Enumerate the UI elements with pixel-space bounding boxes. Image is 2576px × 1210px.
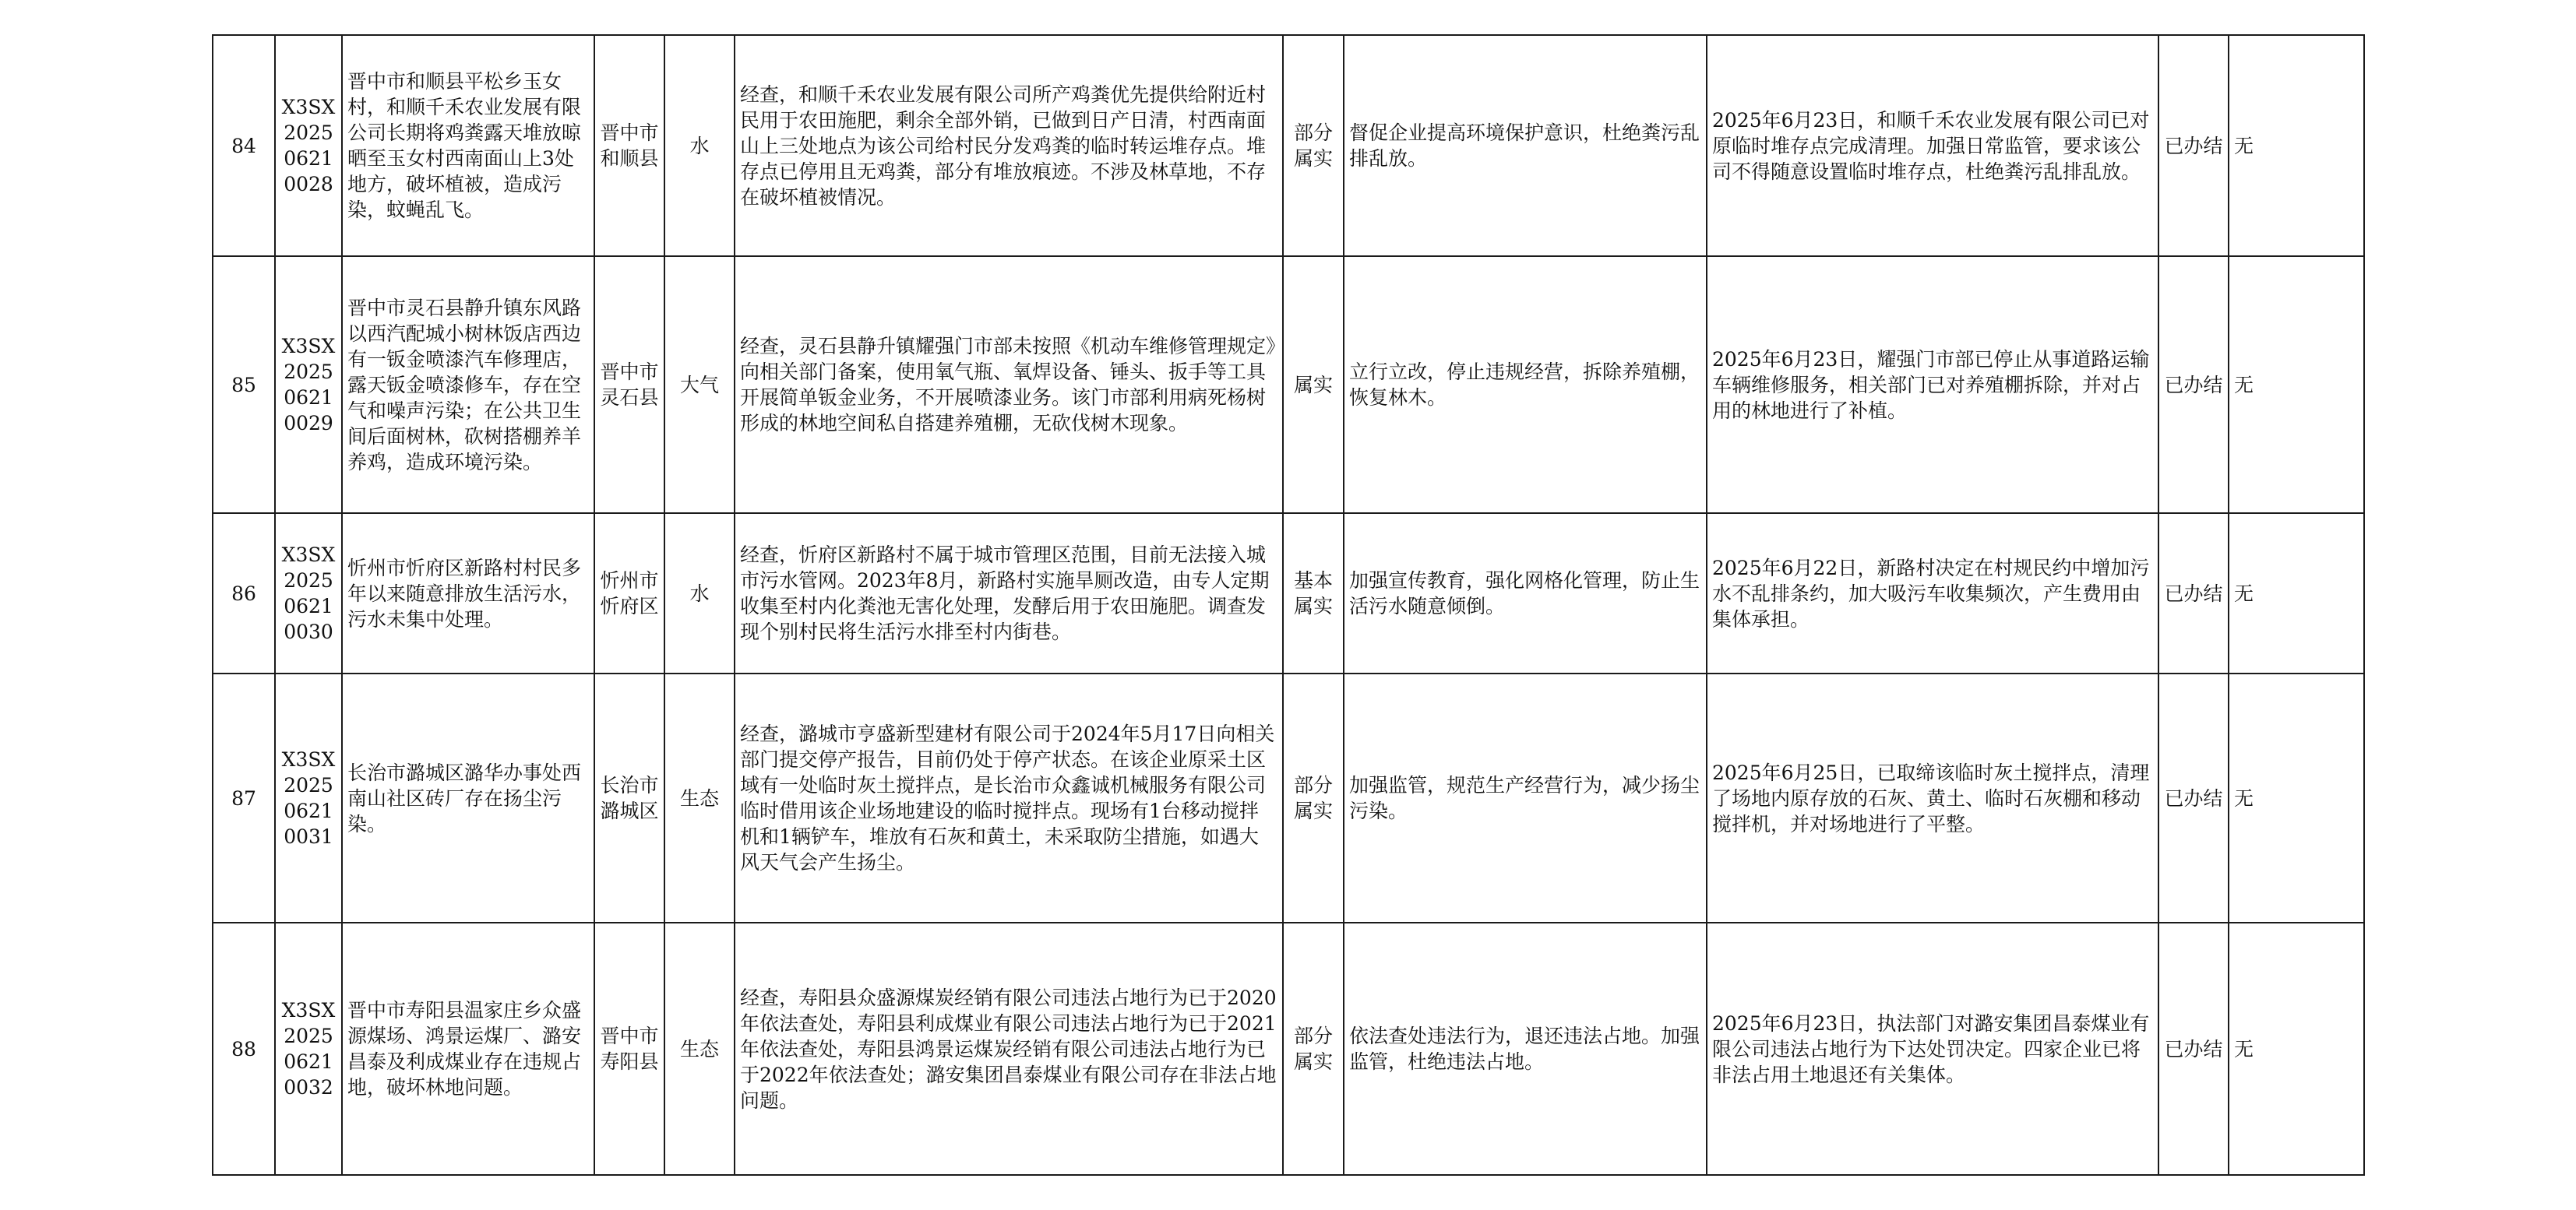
handling-result: 2025年6月22日，新路村决定在村规民约中增加污水不乱排条约，加大吸污车收集频次，产生费用由集体承担。: [1707, 513, 2158, 674]
case-code: X3SX202506210028: [275, 35, 342, 256]
administrative-region: 晋中市灵石县: [594, 256, 664, 513]
accountability-info: 无: [2229, 923, 2364, 1175]
investigation-findings: 经查，灵石县静升镇耀强门市部未按照《机动车维修管理规定》向相关部门备案，使用氧气瓶、氧焊设备、锤头、扳手等工具开展简单钣金业务，不开展喷漆业务。该门市部利用病死杨树形成的林地空间私自搭建养殖棚，无砍伐树木现象。: [735, 256, 1283, 513]
verification-status: 部分属实: [1283, 674, 1344, 923]
complaint-content: 晋中市和顺县平松乡玉女村，和顺千禾农业发展有限公司长期将鸡粪露天堆放晾晒至玉女村西南面山上3处地方，破坏植被，造成污染，蚊蝇乱飞。: [342, 35, 594, 256]
case-code: X3SX202506210029: [275, 256, 342, 513]
rectification-measures: 督促企业提高环境保护意识，杜绝粪污乱排乱放。: [1344, 35, 1707, 256]
pollution-type: 水: [664, 35, 735, 256]
completion-status: 已办结: [2158, 923, 2229, 1175]
administrative-region: 晋中市寿阳县: [594, 923, 664, 1175]
administrative-region: 长治市潞城区: [594, 674, 664, 923]
rectification-measures: 依法查处违法行为，退还违法占地。加强监管，杜绝违法占地。: [1344, 923, 1707, 1175]
verification-status: 属实: [1283, 256, 1344, 513]
complaint-content: 晋中市灵石县静升镇东风路以西汽配城小树林饭店西边有一钣金喷漆汽车修理店，露天钣金喷漆修车，存在空气和噪声污染；在公共卫生间后面树林，砍树搭棚养羊养鸡，造成环境污染。: [342, 256, 594, 513]
pollution-type: 生态: [664, 674, 735, 923]
accountability-info: 无: [2229, 513, 2364, 674]
completion-status: 已办结: [2158, 35, 2229, 256]
investigation-findings: 经查，忻府区新路村不属于城市管理区范围，目前无法接入城市污水管网。2023年8月，新路村实施旱厕改造，由专人定期收集至村内化粪池无害化处理，发酵后用于农田施肥。调查发现个别村民将生活污水排至村内街巷。: [735, 513, 1283, 674]
complaint-table: [212, 34, 2365, 1176]
verification-status: 部分属实: [1283, 923, 1344, 1175]
row-number: 85: [213, 256, 275, 513]
administrative-region: 忻州市忻府区: [594, 513, 664, 674]
handling-result: 2025年6月23日，和顺千禾农业发展有限公司已对原临时堆存点完成清理。加强日常监管，要求该公司不得随意设置临时堆存点，杜绝粪污乱排乱放。: [1707, 35, 2158, 256]
investigation-findings: 经查，潞城市亨盛新型建材有限公司于2024年5月17日向相关部门提交停产报告，目前仍处于停产状态。在该企业原采土区域有一处临时灰土搅拌点，是长治市众鑫诚机械服务有限公司临时借用该企业场地建设的临时搅拌点。现场有1台移动搅拌机和1辆铲车，堆放有石灰和黄土，未采取防尘措施，如遇大风天气会产生扬尘。: [735, 674, 1283, 923]
complaint-content: 长治市潞城区潞华办事处西南山社区砖厂存在扬尘污染。: [342, 674, 594, 923]
pollution-type: 大气: [664, 256, 735, 513]
handling-result: 2025年6月23日，耀强门市部已停止从事道路运输车辆维修服务，相关部门已对养殖棚拆除，并对占用的林地进行了补植。: [1707, 256, 2158, 513]
case-code: X3SX202506210032: [275, 923, 342, 1175]
rectification-measures: 加强宣传教育，强化网格化管理，防止生活污水随意倾倒。: [1344, 513, 1707, 674]
row-number: 87: [213, 674, 275, 923]
completion-status: 已办结: [2158, 256, 2229, 513]
administrative-region: 晋中市和顺县: [594, 35, 664, 256]
table-row: [213, 35, 2364, 256]
table-row: [213, 923, 2364, 1175]
accountability-info: 无: [2229, 256, 2364, 513]
completion-status: 已办结: [2158, 513, 2229, 674]
investigation-findings: 经查，寿阳县众盛源煤炭经销有限公司违法占地行为已于2020年依法查处，寿阳县利成煤业有限公司违法占地行为已于2021年依法查处，寿阳县鸿景运煤炭经销有限公司违法占地行为已于2022年依法查处；潞安集团昌泰煤业有限公司存在非法占地问题。: [735, 923, 1283, 1175]
row-number: 88: [213, 923, 275, 1175]
row-number: 84: [213, 35, 275, 256]
completion-status: 已办结: [2158, 674, 2229, 923]
table-row: [213, 674, 2364, 923]
row-number: 86: [213, 513, 275, 674]
case-code: X3SX202506210031: [275, 674, 342, 923]
rectification-measures: 加强监管，规范生产经营行为，减少扬尘污染。: [1344, 674, 1707, 923]
handling-result: 2025年6月23日，执法部门对潞安集团昌泰煤业有限公司违法占地行为下达处罚决定。四家企业已将非法占用土地退还有关集体。: [1707, 923, 2158, 1175]
verification-status: 基本属实: [1283, 513, 1344, 674]
rectification-measures: 立行立改，停止违规经营，拆除养殖棚，恢复林木。: [1344, 256, 1707, 513]
verification-status: 部分属实: [1283, 35, 1344, 256]
table-row: [213, 256, 2364, 513]
complaint-content: 晋中市寿阳县温家庄乡众盛源煤场、鸿景运煤厂、潞安昌泰及利成煤业存在违规占地，破坏林地问题。: [342, 923, 594, 1175]
table-row: [213, 513, 2364, 674]
accountability-info: 无: [2229, 674, 2364, 923]
accountability-info: 无: [2229, 35, 2364, 256]
handling-result: 2025年6月25日，已取缔该临时灰土搅拌点，清理了场地内原存放的石灰、黄土、临时石灰棚和移动搅拌机，并对场地进行了平整。: [1707, 674, 2158, 923]
investigation-findings: 经查，和顺千禾农业发展有限公司所产鸡粪优先提供给附近村民用于农田施肥，剩余全部外销，已做到日产日清，村西南面山上三处地点为该公司给村民分发鸡粪的临时转运堆存点。堆存点已停用且无鸡粪，部分有堆放痕迹。不涉及林草地，不存在破坏植被情况。: [735, 35, 1283, 256]
pollution-type: 生态: [664, 923, 735, 1175]
case-code: X3SX202506210030: [275, 513, 342, 674]
pollution-type: 水: [664, 513, 735, 674]
complaint-content: 忻州市忻府区新路村村民多年以来随意排放生活污水，污水未集中处理。: [342, 513, 594, 674]
